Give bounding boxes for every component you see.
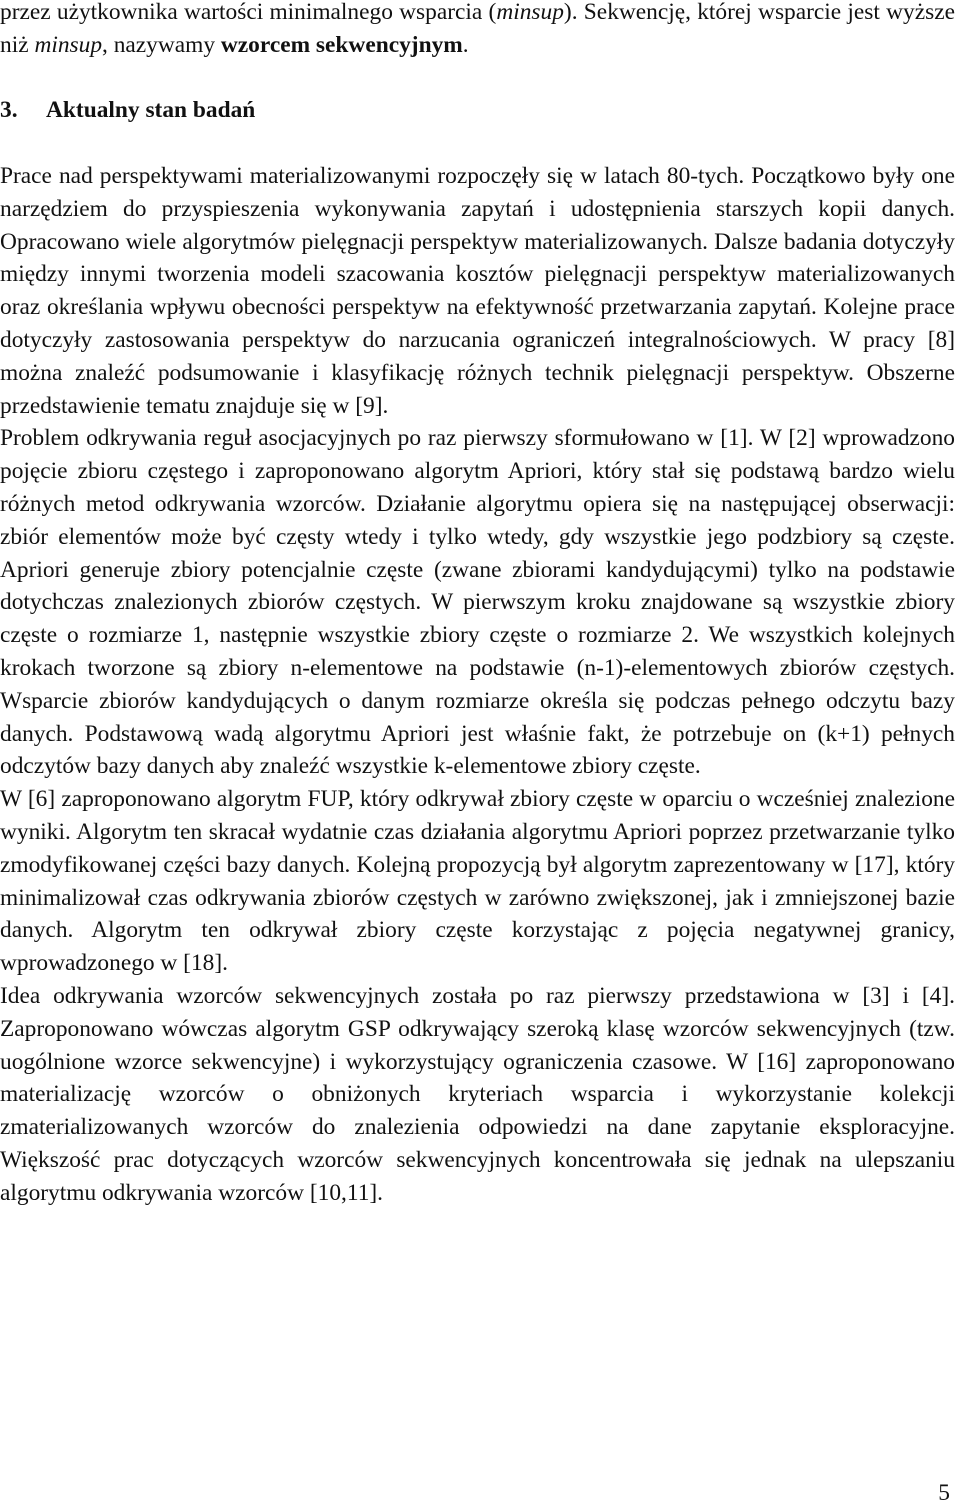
section-number: 3. [0, 97, 18, 124]
page-number: 5 [938, 1480, 950, 1506]
intro-text-2: ). Sekwencję, której [563, 0, 752, 25]
paragraph-incremental-mining: W [6] zaproponowano algorytm FUP, który odkrywał zbiory częste w oparciu o wcześniej znalezione wyniki. Algorytm ten skracał wydatnie czas działania algorytmu Apriori poprzez przetwarzanie tylko zmodyfikowanej części bazy danych. Kolejną propozycją był algorytm zaprezentowany w [17], który minimalizował czas odkrywania zbiorów częstych w zarówno zwiększonej, jak i zmniejszonej bazie danych. Algorytm ten odkrywał zbiory częste korzystając z pojęcia negatywnej granicy, wprowadzonego w [18]. [0, 786, 955, 977]
intro-text-3: wsparcie jest wyższe niż [0, 0, 955, 58]
minsup-term-2: minsup [34, 31, 103, 58]
intro-text-4: , nazywamy [102, 31, 221, 58]
sequential-pattern-term: wzorcem sekwencyjnym [220, 31, 463, 58]
intro-paragraph [0, 0, 955, 62]
intro-text-1: przez użytkownika wartości minimalnego wsparcia ( [0, 0, 497, 25]
section-title: Aktualny stan badań [46, 97, 256, 124]
minsup-term-1: minsup [496, 0, 564, 25]
paragraph-sequential-patterns: Idea odkrywania wzorców sekwencyjnych została po raz pierwszy przedstawiona w [3] i [4]. Zaproponowano wówczas algorytm GSP odkrywający szeroką klasę wzorców sekwencyjnych (tzw. uogólnione wzorce sekwencyjne) i wykorzystujący ograniczenia czasowe. W [16] zaproponowano materializację wzorców o obniżonych kryteriach wsparcia i wykorzystanie kolekcji zmaterializowanych wzorców do znalezienia odpowiedzi na dane zapytanie eksploracyjne. Większość prac dotyczących wzorców sekwencyjnych koncentrowała się jednak na ulepszaniu algorytmu odkrywania wzorców [10,11]. [0, 982, 955, 1206]
paragraph-materialized-views: Prace nad perspektywami materializowanymi rozpoczęły się w latach 80-tych. Początkowo były one narzędziem do przyspieszenia wykonywania zapytań i udostępnienia starszych kopii danych. Opracowano wiele algorytmów pielęgnacji perspektyw materializowanych. Dalsze badania dotyczyły między innymi tworzenia modeli szacowania kosztów pielęgnacji perspektyw materializowanych oraz określania wpływu obecności perspektyw na efektywność przetwarzania zapytań. Kolejne prace dotyczyły zastosowania perspektyw do narzucania ograniczeń integralnościowych. W pracy [8] można znaleźć podsumowanie i klasyfikację różnych technik pielęgnacji perspektyw. Obszerne przedstawienie tematu znajduje się w [9]. [0, 162, 955, 419]
paragraph-association-rules: Problem odkrywania reguł asocjacyjnych po raz pierwszy sformułowano w [1]. W [2] wprowadzono pojęcie zbioru częstego i zaproponowano algorytm Apriori, który stał się podstawą bardzo wielu różnych metod odkrywania wzorców. Działanie algorytmu opiera się na następującej obserwacji: zbiór elementów może być częsty wtedy i tylko wtedy, gdy wszystkie jego podzbiory są częste. Apriori generuje zbiory potencjalnie częste (zwane zbiorami kandydującymi) tylko na podstawie dotychczas znalezionych zbiorów częstych. W pierwszym kroku znajdowane są wszystkie zbiory częste o rozmiarze 1, następnie wszystkie zbiory częste o rozmiarze 2. We wszystkich kolejnych krokach tworzone są zbiory n-elementowe na podstawie (n-1)-elementowych zbiorów częstych. Wsparcie zbiorów kandydujących o danym rozmiarze określa się podczas pełnego odczytu bazy danych. Podstawową wadą algorytmu Apriori jest właśnie fakt, że potrzebuje on (k+1) pełnych odczytów bazy danych aby znaleźć wszystkie k-elementowe zbiory częste. [0, 425, 955, 780]
intro-text-5: . [462, 31, 469, 58]
section-heading [0, 94, 955, 127]
